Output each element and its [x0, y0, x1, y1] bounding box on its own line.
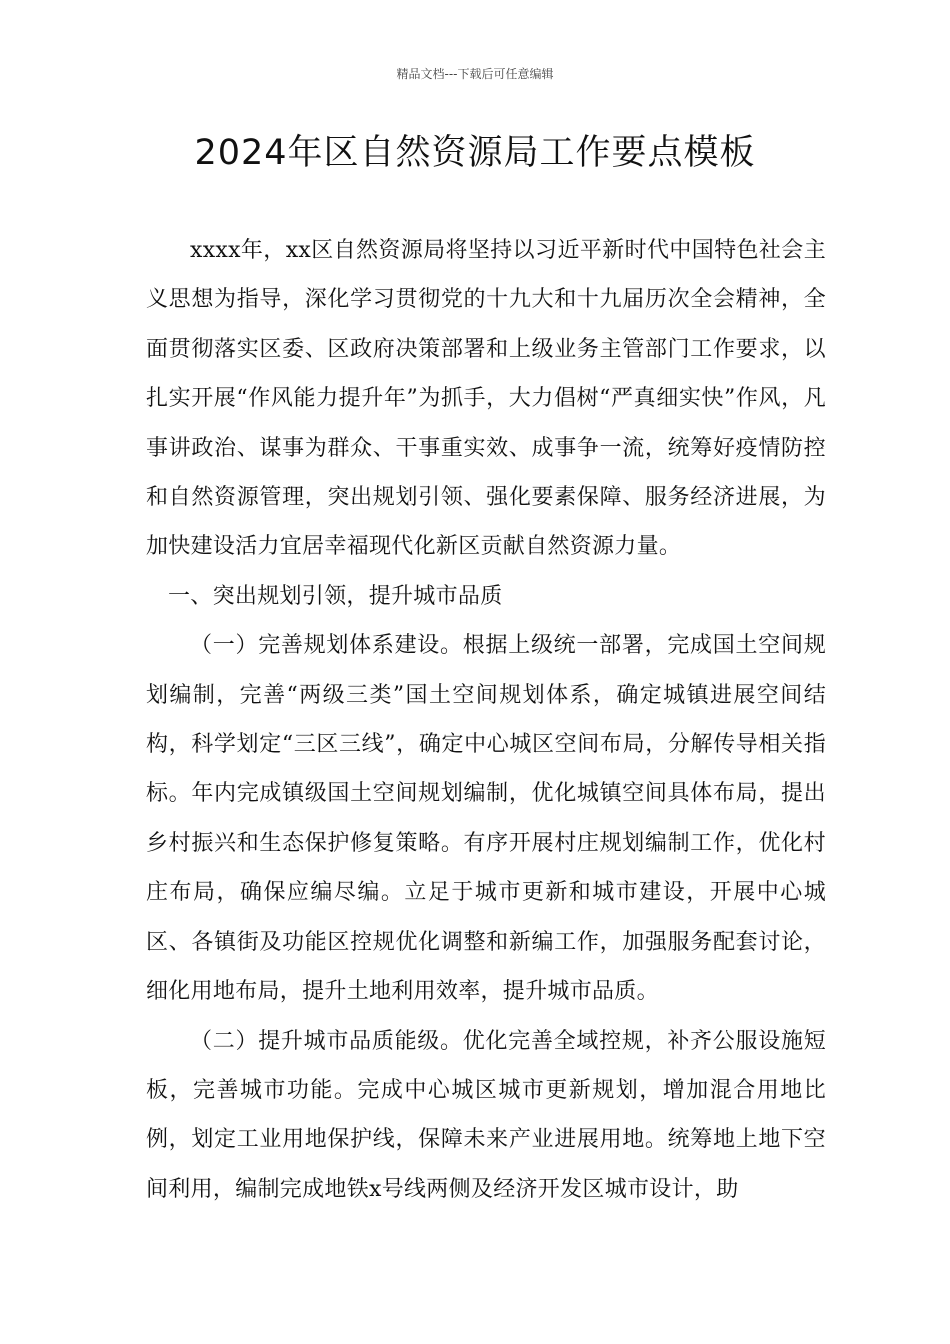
page-title: 2024年区自然资源局工作要点模板 [194, 133, 756, 173]
paragraph-city-quality: （二）提升城市品质能级。优化完善全域控规，补齐公服设施短板，完善城市功能。完成中心城区城市更新规划，增加混合用地比例，划定工业用地保护线，保障未来产业进展用地。统筹地上地下空间利用，编制完成地铁x号线两侧及经济开发区城市设计，助 [146, 1028, 826, 1202]
section-heading-1: 一、突出规划引领，提升城市品质 [168, 583, 503, 609]
document-body [146, 226, 826, 1214]
header-note: 精品文档---下载后可任意编辑 [396, 67, 554, 81]
paragraph-planning-system: （一）完善规划体系建设。根据上级统一部署，完成国土空间规划编制，完善“两级三类”国土空间规划体系，确定城镇进展空间结构，科学划定“三区三线”，确定中心城区空间布局，分解传导相关指标。年内完成镇级国土空间规划编制，优化城镇空间具体布局，提出乡村振兴和生态保护修复策略。有序开展村庄规划编制工作，优化村庄布局，确保应编尽编。立足于城市更新和城市建设，开展中心城区、各镇街及功能区控规优化调整和新编工作，加强服务配套讨论，细化用地布局，提升土地利用效率，提升城市品质。 [146, 633, 826, 1005]
paragraph-intro: xxxx年，xx区自然资源局将坚持以习近平新时代中国特色社会主义思想为指导，深化学习贯彻党的十九大和十九届历次全会精神，全面贯彻落实区委、区政府决策部署和上级业务主管部门工作要求，以扎实开展“作风能力提升年”为抓手，大力倡树“严真细实快”作风，凡事讲政治、谋事为群众、干事重实效、成事争一流，统筹好疫情防控和自然资源管理，突出规划引领、强化要素保障、服务经济进展，为加快建设活力宜居幸福现代化新区贡献自然资源力量。 [146, 238, 826, 560]
